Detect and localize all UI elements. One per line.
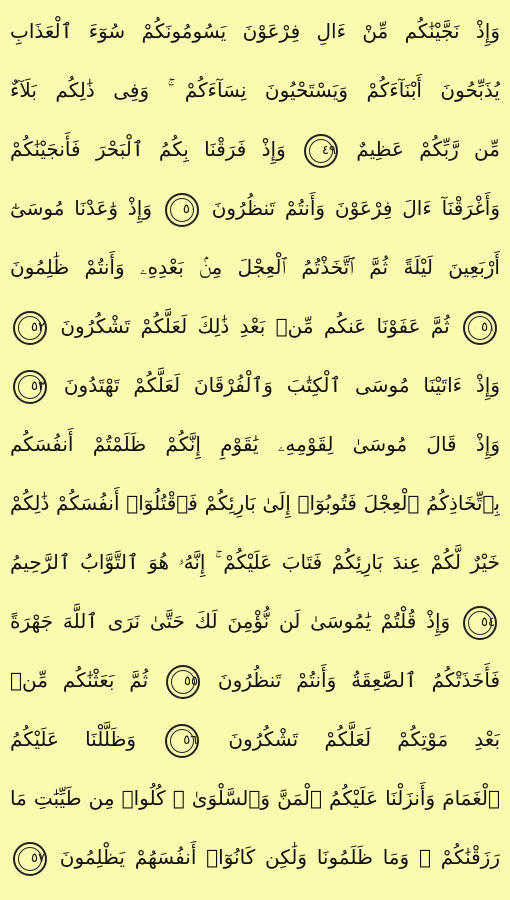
verse-line — [10, 474, 500, 533]
verse-line — [10, 710, 500, 769]
ayah-number-marker: ٥٣ — [13, 370, 47, 404]
verse-line — [10, 2, 500, 61]
verse-line — [10, 769, 500, 828]
verse-text: وَإِذْ نَجَّيْنَٰكُم مِّنْ ءَالِ فِرْعَوْنَ يَسُومُونَكُمْ سُوٓءَ ٱلْعَذَابِ — [10, 19, 500, 43]
ayah-number-marker: ٥٥ — [166, 665, 200, 699]
verse-text: ٱلْغَمَامَ وَأَنزَلْنَا عَلَيْكُمُ ٱلْمَنَّ وَٱلسَّلْوَىٰ ۖ كُلُوا۟ مِن طَيِّبَٰتِ مَا — [10, 786, 500, 810]
verse-text: ثُمَّ بَعَثْنَٰكُم مِّنۢ — [10, 668, 149, 692]
ayah-number-marker: ٥٢ — [13, 311, 47, 345]
verse-text: وَإِذْ ءَاتَيْنَا مُوسَى ٱلْكِتَٰبَ وَٱلْفُرْقَانَ لَعَلَّكُمْ تَهْتَدُونَ — [63, 373, 500, 397]
ayah-number-marker: ٥٦ — [165, 724, 199, 758]
verse-text: بِٱتِّخَاذِكُمُ ٱلْعِجْلَ فَتُوبُوٓا۟ إِلَىٰ بَارِئِكُمْ فَٱقْتُلُوٓا۟ أَنفُسَكُمْ ذَٰلِكُمْ — [10, 491, 500, 515]
verse-line — [10, 415, 500, 474]
ayah-number-marker: ٥٧ — [13, 842, 47, 876]
verse-line — [10, 61, 500, 120]
verse-text: وَإِذْ قُلْتُمْ يَٰمُوسَىٰ لَن نُّؤْمِنَ لَكَ حَتَّىٰ نَرَى ٱللَّهَ جَهْرَةً — [10, 609, 451, 633]
verse-line — [10, 533, 500, 592]
verse-text: وَظَلَّلْنَا عَلَيْكُمُ — [10, 727, 137, 751]
verse-line — [10, 651, 500, 710]
verse-text: وَأَغْرَقْنَآ ءَالَ فِرْعَوْنَ وَأَنتُمْ تَنظُرُونَ — [211, 196, 500, 220]
verse-text: وَإِذْ قَالَ مُوسَىٰ لِقَوْمِهِۦ يَٰقَوْمِ إِنَّكُمْ ظَلَمْتُمْ أَنفُسَكُم — [10, 432, 500, 456]
verse-line — [10, 238, 500, 297]
ayah-number-marker: ٥٠ — [165, 193, 199, 227]
verse-text: وَإِذْ فَرَقْنَا بِكُمُ ٱلْبَحْرَ فَأَنجَيْنَٰكُمْ — [10, 137, 286, 161]
verse-text: فَأَخَذَتْكُمُ ٱلصَّٰعِقَةُ وَأَنتُمْ تَنظُرُونَ — [217, 668, 500, 692]
verse-line — [10, 828, 500, 887]
ayah-number-marker: ٤٩ — [304, 134, 338, 168]
verse-text: مِّن رَّبِّكُمْ عَظِيمٌ — [356, 137, 500, 161]
ayah-number-marker: ٥٤ — [463, 606, 497, 640]
verse-line — [10, 356, 500, 415]
verse-text: رَزَقْنَٰكُمْ ۖ وَمَا ظَلَمُونَا وَلَٰكِن كَانُوٓا۟ أَنفُسَهُمْ يَظْلِمُونَ — [59, 845, 500, 869]
verse-text: أَرْبَعِينَ لَيْلَةً ثُمَّ ٱتَّخَذْتُمُ ٱلْعِجْلَ مِنۢ بَعْدِهِۦ وَأَنتُمْ ظَٰلِمُونَ — [10, 255, 500, 279]
verse-line — [10, 120, 500, 179]
verse-text: ثُمَّ عَفَوْنَا عَنكُم مِّنۢ بَعْدِ ذَٰلِكَ لَعَلَّكُمْ تَشْكُرُونَ — [60, 314, 450, 338]
verse-line — [10, 297, 500, 356]
verse-text: بَعْدِ مَوْتِكُمْ لَعَلَّكُمْ تَشْكُرُونَ — [228, 727, 500, 751]
verse-text: خَيْرٌ لَّكُمْ عِندَ بَارِئِكُمْ فَتَابَ عَلَيْكُمْ ۚ إِنَّهُۥ هُوَ ٱلتَّوَّابُ ٱلرَّحِيمُ — [10, 550, 500, 574]
verse-line — [10, 592, 500, 651]
verse-text: يُذَبِّحُونَ أَبْنَآءَكُمْ وَيَسْتَحْيُونَ نِسَآءَكُمْ ۚ وَفِى ذَٰلِكُم بَلَآءٌ — [10, 78, 500, 102]
verse-text: وَإِذْ وَٰعَدْنَا مُوسَىٰٓ — [10, 196, 153, 220]
ayah-number-marker: ٥١ — [463, 311, 497, 345]
verse-line — [10, 179, 500, 238]
